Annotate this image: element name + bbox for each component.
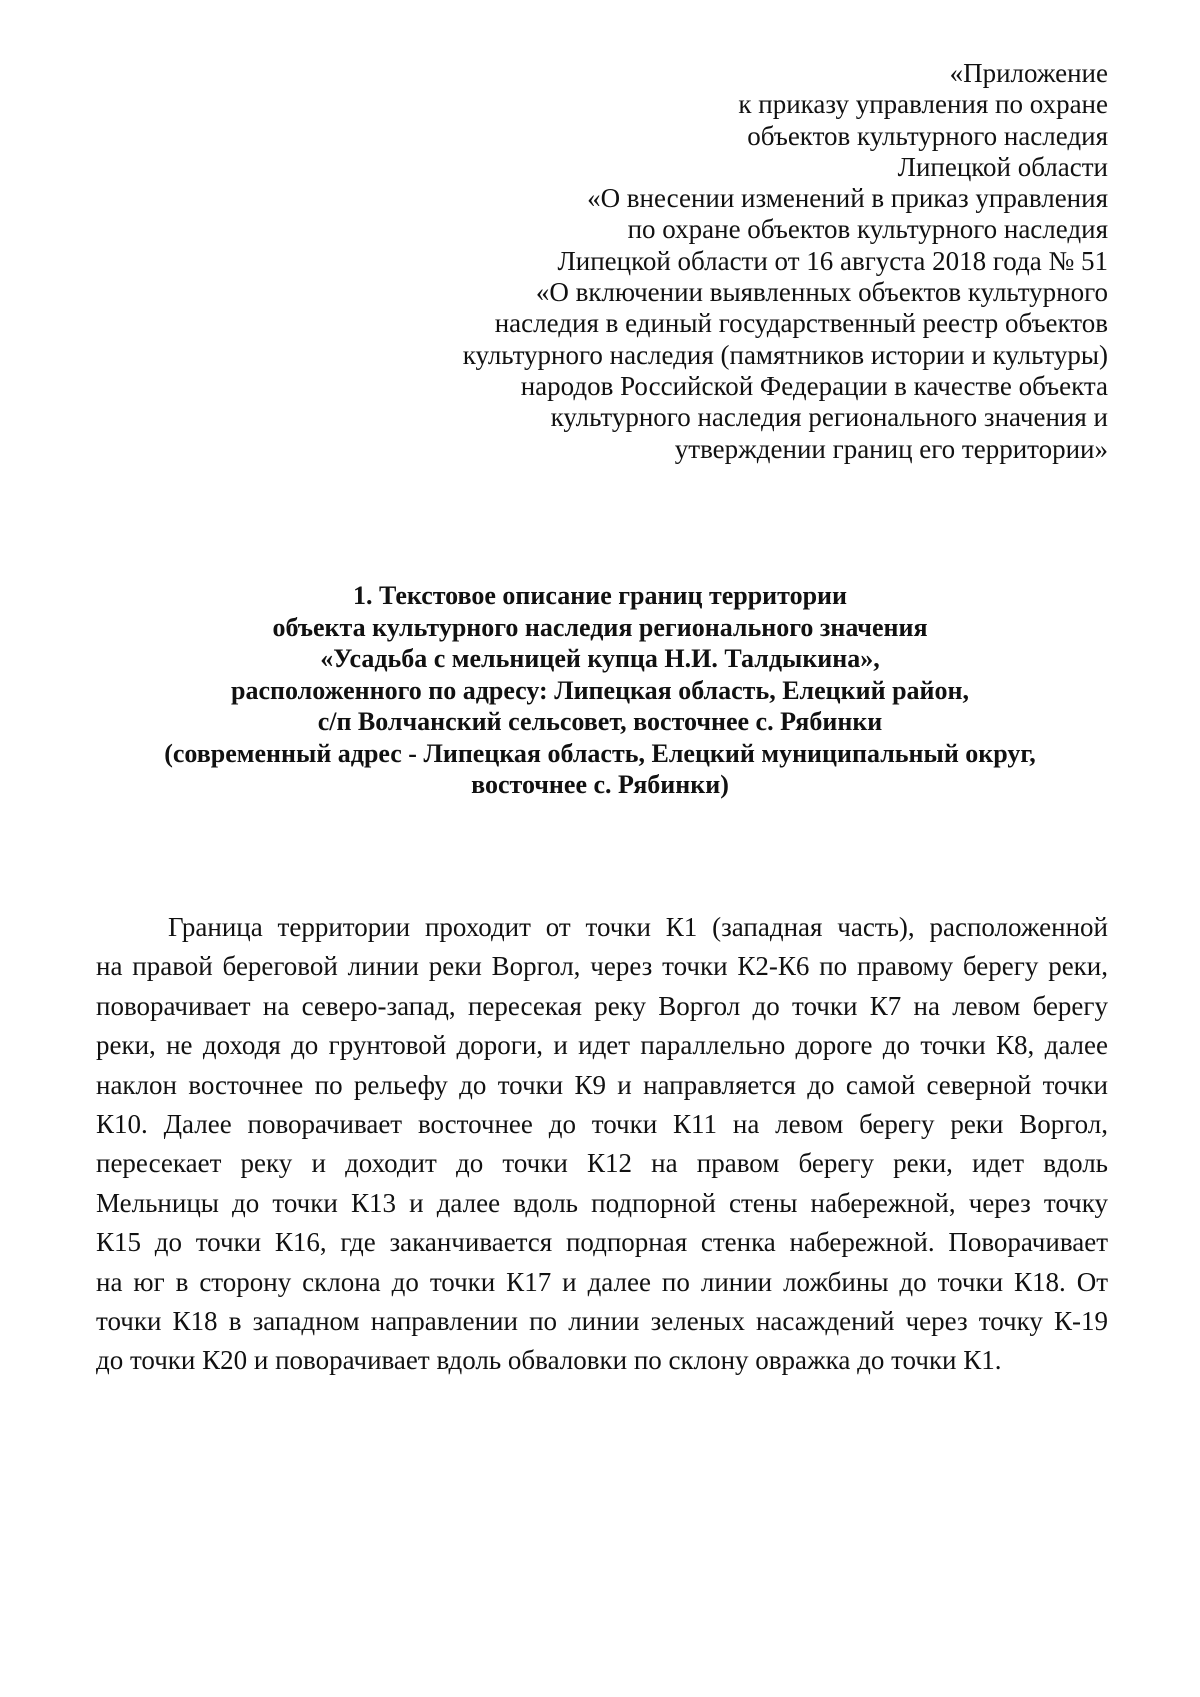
appendix-header-line: «О внесении изменений в приказ управления (587, 183, 1108, 214)
section-title-line: расположенного по адресу: Липецкая область, Елецкий район, (230, 675, 970, 705)
appendix-header-line: наследия в единый государственный реестр объектов (494, 308, 1108, 339)
section-title (100, 580, 1100, 801)
appendix-header-line: народов Российской Федерации в качестве объекта (520, 370, 1108, 401)
appendix-header-line: утверждении границ его территории» (674, 433, 1108, 464)
section-title-line: с/п Волчанский сельсовет, восточнее с. Рябинки (317, 707, 883, 736)
appendix-header-line: «О включении выявленных объектов культурного (535, 277, 1108, 308)
appendix-header (348, 58, 1108, 465)
paragraph-line: К10. Далее поворачивает восточнее до точки К11 на левом берегу реки Воргол, (96, 1109, 1108, 1140)
paragraph-line: наклон восточнее по рельефу до точки К9 и направляется до самой северной точки (96, 1069, 1108, 1100)
paragraph-line: реки, не доходя до грунтовой дороги, и идет параллельно дороге до точки К8, далее (96, 1030, 1108, 1061)
paragraph-line: на правой береговой линии реки Воргол, через точки К2-К6 по правому берегу реки, (96, 951, 1108, 982)
paragraph-line: Мельницы до точки К13 и далее вдоль подпорной стены набережной, через точку (96, 1187, 1108, 1218)
paragraph-line: на юг в сторону склона до точки К17 и далее по линии ложбины до точки К18. От (96, 1266, 1108, 1297)
appendix-header-line: к приказу управления по охране (738, 89, 1108, 120)
paragraph-line: точки К18 в западном направлении по линии зеленых насаждений через точку К-19 (96, 1306, 1108, 1337)
appendix-header-line: «Приложение (949, 58, 1108, 88)
boundary-description-paragraph (96, 908, 1108, 1381)
appendix-header-line: Липецкой области (897, 151, 1108, 182)
section-title-line: восточнее с. Рябинки) (471, 770, 729, 799)
section-title-line: (современный адрес - Липецкая область, Елецкий муниципальный округ, (164, 738, 1036, 768)
paragraph-line: до точки К20 и поворачивает вдоль обваловки по склону овражка до точки К1. (96, 1345, 1002, 1376)
paragraph-line: Граница территории проходит от точки К1 (западная часть), расположенной (168, 912, 1108, 942)
section-title-line: «Усадьба с мельницей купца Н.И. Талдыкина», (320, 644, 880, 673)
section-title-line: 1. Текстовое описание границ территории (352, 581, 848, 610)
section-title-line: объекта культурного наследия регионального значения (272, 612, 928, 642)
appendix-header-line: культурного наследия регионального значения и (550, 402, 1108, 433)
appendix-header-line: объектов культурного наследия (747, 120, 1108, 151)
paragraph-line: пересекает реку и доходит до точки К12 на правом берегу реки, идет вдоль (96, 1148, 1108, 1179)
appendix-header-line: культурного наследия (памятников истории и культуры) (462, 339, 1108, 370)
paragraph-line: К15 до точки К16, где заканчивается подпорная стенка набережной. Поворачивает (96, 1227, 1108, 1258)
paragraph-line: поворачивает на северо-запад, пересекая реку Воргол до точки К7 на левом берегу (96, 990, 1108, 1021)
appendix-header-line: по охране объектов культурного наследия (627, 214, 1108, 245)
appendix-header-line: Липецкой области от 16 августа 2018 года № 51 (557, 245, 1108, 276)
